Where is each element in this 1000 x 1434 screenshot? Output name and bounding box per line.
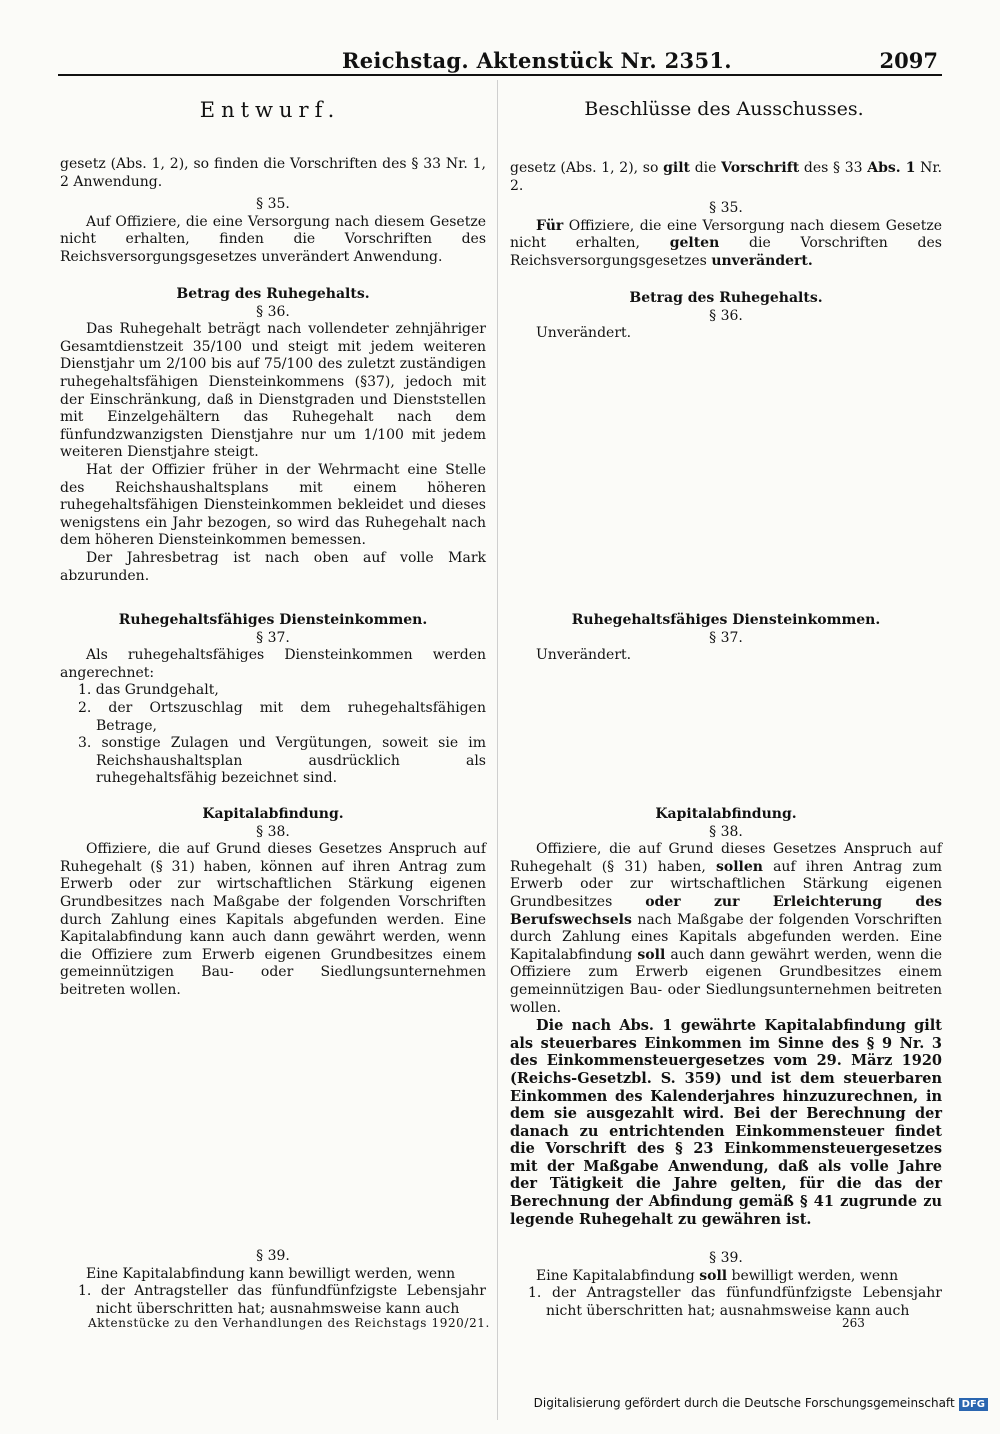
right-intro-e: des § 33: [799, 160, 868, 176]
left-s36: § 36.: [256, 303, 290, 320]
left-section-38: [60, 806, 486, 1000]
left-l3: 3. sonstige Zulagen und Vergütungen, soweit sie im Reichshaushaltsplan ausdrücklich als ruhegehaltsfähig bezeichnet sind.: [78, 735, 486, 787]
column-divider: [497, 80, 498, 1420]
right-intro-b: gilt: [663, 160, 691, 176]
left-intro-text: gesetz (Abs. 1, 2), so finden die Vorschriften des § 33 Nr. 1, 2 Anwendung.: [60, 156, 486, 190]
right-p38g: auch dann gewährt werden, wenn die Offiziere zum Erwerb eigenen Grundbesitzes einem gemeinnützigen Bau- oder Siedlungsunternehmen beitreten wollen.: [510, 946, 942, 1016]
left-column-heading: Entwurf.: [199, 98, 341, 122]
left-section-37: [60, 612, 486, 788]
right-h37: Ruhegehaltsfähiges Diensteinkommen.: [571, 612, 881, 628]
right-u37: Unverändert.: [536, 647, 632, 664]
dfg-logo-icon: DFG: [959, 1398, 988, 1411]
left-h37: Ruhegehaltsfähiges Diensteinkommen.: [118, 612, 428, 628]
left-s35: § 35.: [256, 196, 290, 212]
right-p38a: Offiziere, die auf Grund dieses Gesetzes Anspruch auf Ruhegehalt (§ 31) haben,: [510, 841, 942, 875]
right-intro-f: Abs. 1: [867, 160, 916, 176]
right-p39b: soll: [699, 1267, 728, 1284]
right-section-39: [510, 1250, 942, 1320]
right-s36: § 36.: [709, 307, 743, 324]
left-section-36: [60, 286, 486, 585]
left-s39: § 39.: [256, 1248, 290, 1264]
right-intro-a: gesetz (Abs. 1, 2), so: [510, 160, 664, 176]
right-p38f: soll: [637, 946, 666, 963]
right-p38b: sollen: [715, 858, 763, 875]
right-p39a: Eine Kapitalabfindung: [536, 1267, 700, 1284]
right-section-35: [510, 200, 942, 270]
right-section-38: [510, 806, 942, 1228]
left-p36c: Der Jahresbetrag ist nach oben auf volle Mark abzurunden.: [60, 549, 486, 584]
right-p35e: unverändert.: [711, 252, 813, 269]
left-l39: 1. der Antragsteller das fünfundfünfzigste Lebensjahr nicht überschritten hat; ausnahmsweise kann auch: [78, 1283, 486, 1317]
right-section-37: [510, 612, 942, 665]
credit-text: Digitalisierung gefördert durch die Deutsche Forschungsgemeinschaft: [533, 1396, 955, 1410]
right-s39: § 39.: [709, 1250, 743, 1266]
digitization-credit: [534, 1396, 988, 1411]
right-p38e: nach Maßgabe der folgenden Vorschriften durch Zahlung eines Kapitals abgefunden werden. Eine Kapitalabfindung: [510, 911, 942, 963]
right-p38-bold-paragraph: Die nach Abs. 1 gewährte Kapitalabfindung gilt als steuerbares Einkommen im Sinne des § 9 Nr. 3 des Einkommensteuergesetzes vom 29. März 1920 (Reichs-Gesetzbl. S. 359) und ist dem steuerbaren Einkommen des Kalenderjahres hinzuzurechnen, in dem sie ausgezahlt wird. Bei der Berechnung der danach zu entrichtenden Einkommensteuer findet die Vorschrift des § 23 Einkommensteuergesetzes mit der Maßgabe Anwendung, daß als volle Jahre der Tätigkeit die Jahre gelten, für die das der Berechnung der Abfindung gemäß § 41 zugrunde zu legende Ruhegehalt zu gewähren ist.: [510, 1017, 942, 1228]
left-p36a: Das Ruhegehalt beträgt nach vollendeter zehnjähriger Gesamtdienstzeit 35/100 und steigt mit jedem weiteren Dienstjahr um 2/100 bis auf 75/100 des zuletzt zuständigen ruhegehaltsfähigen Diensteinkommens (§37), jedoch mit der Einschränkung, daß in Dienstgraden und Dienststellen mit Einzelgehältern das Ruhegehalt nach dem fünfundzwanzigsten Dienstjahre nur um 1/100 mit jedem weiteren Dienstjahre steigt.: [60, 321, 486, 461]
left-p39: Eine Kapitalabfindung kann bewilligt werden, wenn: [86, 1265, 456, 1282]
running-header: Reichstag. Aktenstück Nr. 2351.: [342, 48, 732, 73]
right-p38d: oder zur Erleichterung des Berufswechsels: [510, 893, 942, 928]
right-p38c: auf ihren Antrag zum Erwerb oder zur wirtschaftlichen Stärkung eigenen Grundbesitzes: [510, 858, 942, 910]
right-p35c: gelten: [669, 235, 720, 252]
right-intro-g: Nr. 2.: [510, 160, 943, 194]
right-s37: § 37.: [709, 629, 743, 646]
left-s38: § 38.: [256, 823, 290, 840]
right-s35: § 35.: [709, 200, 743, 216]
page-number: 2097: [879, 48, 938, 73]
left-l2: 2. der Ortszuschlag mit dem ruhegehaltsfähigen Betrage,: [78, 699, 486, 734]
right-p35d: die Vorschriften des Reichsversorgungsgesetzes: [510, 235, 942, 269]
footer-source: Aktenstücke zu den Verhandlungen des Reichstags 1920/21.: [88, 1316, 490, 1330]
right-h38: Kapitalabfindung.: [655, 806, 797, 822]
right-p35a: Für: [536, 217, 564, 234]
right-column-heading: Beschlüsse des Ausschusses.: [584, 98, 864, 120]
right-h36: Betrag des Ruhegehalts.: [629, 290, 823, 306]
right-intro-d: Vorschrift: [721, 160, 800, 176]
left-s37: § 37.: [256, 629, 290, 646]
right-s38: § 38.: [709, 823, 743, 840]
left-h38: Kapitalabfindung.: [202, 806, 344, 822]
right-section-36: [510, 290, 942, 343]
left-section-35: [60, 196, 486, 266]
left-p37: Als ruhegehaltsfähiges Diensteinkommen werden angerechnet:: [60, 647, 486, 681]
left-h36: Betrag des Ruhegehalts.: [176, 286, 370, 302]
footer-sheet-number: 263: [842, 1316, 865, 1330]
header-rule: [58, 74, 942, 76]
right-p39c: bewilligt werden, wenn: [727, 1267, 899, 1284]
left-intro: [60, 156, 486, 191]
left-l1: 1. das Grundgehalt,: [78, 682, 219, 699]
left-section-39: [60, 1248, 486, 1318]
left-p38: Offiziere, die auf Grund dieses Gesetzes Anspruch auf Ruhegehalt (§ 31) haben, können auf ihren Antrag zum Erwerb oder zur wirtschaftlichen Stärkung eigenen Grundbesitzes nach Maßgabe der folgenden Vorschriften durch Zahlung eines Kapitals abgefunden werden. Eine Kapitalabfindung kann auch dann gewährt werden, wenn die Offiziere zum Erwerb eigenen Grundbesitzes einem gemeinnützigen Bau- oder Siedlungsunternehmen beitreten wollen.: [60, 841, 486, 998]
right-u36: Unverändert.: [536, 325, 632, 342]
right-l39: 1. der Antragsteller das fünfundfünfzigste Lebensjahr nicht überschritten hat; ausnahmsweise kann auch: [528, 1285, 942, 1319]
right-intro: [510, 160, 942, 195]
left-p36b: Hat der Offizier früher in der Wehrmacht eine Stelle des Reichshaushaltsplans mit einem höheren ruhegehaltsfähigen Diensteinkommen bekleidet und dieses wenigstens ein Jahr bezogen, so wird das Ruhegehalt nach dem höheren Diensteinkommen bemessen.: [60, 461, 486, 549]
right-intro-c: die: [690, 160, 722, 176]
right-p35b: Offiziere, die eine Versorgung nach diesem Gesetze nicht erhalten,: [510, 217, 942, 252]
left-p35: Auf Offiziere, die eine Versorgung nach diesem Gesetze nicht erhalten, finden die Vorschriften des Reichsversorgungsgesetzes unverändert Anwendung.: [60, 213, 486, 265]
